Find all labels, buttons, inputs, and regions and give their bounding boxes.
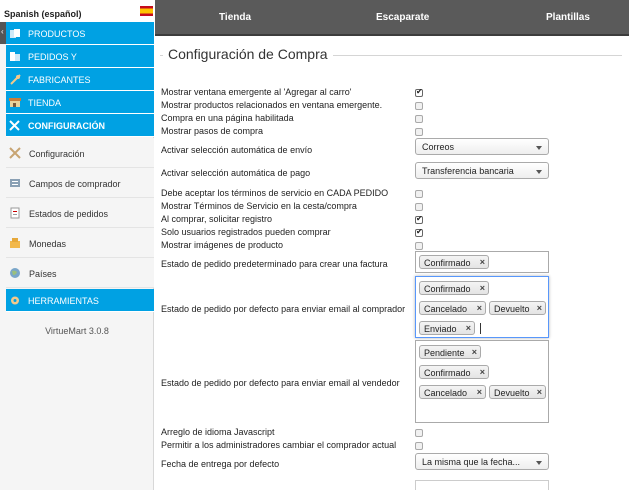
products-icon: [9, 28, 21, 39]
option-label: Solo usuarios registrados pueden comprar: [161, 227, 331, 237]
option-label: Mostrar imágenes de producto: [161, 240, 284, 250]
status-chip-label: Devuelto: [494, 304, 530, 314]
sidebar-subitem-campos-comprador[interactable]: [6, 168, 154, 198]
wrench-icon: [9, 74, 21, 85]
sidebar-item-fabricantes[interactable]: [6, 68, 154, 91]
payment-select[interactable]: [415, 162, 549, 179]
close-icon[interactable]: ×: [476, 387, 482, 397]
language-label: Spanish (español): [4, 9, 82, 19]
coins-icon: [9, 237, 21, 249]
gear-icon: [9, 295, 21, 306]
email-shopper-multiselect[interactable]: [415, 276, 549, 338]
sidebar-item-label: FABRICANTES: [28, 75, 91, 85]
option-label: Mostrar productos relacionados en ventana emergente.: [161, 100, 383, 110]
option-label: Estado de pedido por defecto para enviar email al vendedor: [161, 378, 400, 388]
sidebar-subitem-paises[interactable]: [6, 258, 154, 288]
sidebar-subitem-monedas[interactable]: [6, 228, 154, 258]
status-chip-label: Pendiente: [424, 348, 465, 358]
related-products-popup-checkbox[interactable]: [415, 102, 423, 110]
status-chip-label: Confirmado: [424, 284, 471, 294]
status-chip-label: Cancelado: [424, 304, 468, 314]
sidebar-item-configuracion[interactable]: [6, 114, 154, 137]
option-label: Estado de pedido predeterminado para crear una factura: [161, 259, 388, 269]
status-chip-label: Devuelto: [494, 388, 530, 398]
spain-flag-icon: [140, 6, 153, 16]
sidebar-subitem-label: Configuración: [29, 149, 85, 159]
option-label: Compra en una página habilitada: [161, 113, 294, 123]
tools-icon: [9, 120, 21, 131]
delivery-date-select-value: La misma que la fecha...: [422, 457, 521, 467]
sidebar-item-pedidos[interactable]: [6, 45, 154, 68]
option-label: Activar selección automática de envío: [161, 145, 313, 155]
orders-icon: [9, 51, 21, 62]
popup-add-to-cart-checkbox[interactable]: [415, 89, 423, 97]
tab-tienda[interactable]: Tienda: [219, 12, 252, 23]
sidebar-item-label: HERRAMIENTAS: [28, 296, 99, 306]
option-label: Arreglo de idioma Javascript: [161, 427, 275, 437]
sidebar-subitem-label: Estados de pedidos: [29, 209, 109, 219]
version-label: VirtueMart 3.0.8: [45, 326, 109, 336]
status-chip: [419, 385, 486, 399]
sidebar-item-label: PEDIDOS Y: [28, 52, 77, 62]
sidebar-item-label: CONFIGURACIÓN: [28, 121, 105, 131]
one-page-checkout-checkbox[interactable]: [415, 115, 423, 123]
close-icon[interactable]: ×: [476, 303, 482, 313]
option-label: Mostrar pasos de compra: [161, 126, 264, 136]
sidebar-item-label: PRODUCTOS: [28, 29, 86, 39]
status-chip-label: Enviado: [424, 324, 457, 334]
option-label: Mostrar Términos de Servicio en la cesta/compra: [161, 201, 357, 211]
sidebar-item-label: TIENDA: [28, 98, 62, 108]
registered-only-checkbox[interactable]: [415, 229, 423, 237]
status-chip-label: Cancelado: [424, 388, 468, 398]
js-language-fix-checkbox[interactable]: [415, 429, 423, 437]
option-label: Al comprar, solicitar registro: [161, 214, 273, 224]
fields-icon: [9, 177, 21, 189]
show-tos-checkbox[interactable]: [415, 203, 423, 211]
option-label: Permitir a los administradores cambiar el comprador actual: [161, 440, 397, 450]
globe-icon: [9, 267, 21, 279]
close-icon[interactable]: ×: [465, 323, 471, 333]
admin-change-shopper-checkbox[interactable]: [415, 442, 423, 450]
status-chip: [489, 301, 546, 315]
tab-plantillas[interactable]: Plantillas: [546, 12, 590, 23]
status-chip-label: Confirmado: [424, 258, 471, 268]
close-icon[interactable]: ×: [536, 303, 542, 313]
text-cursor: [480, 323, 481, 334]
option-label: Estado de pedido por defecto para enviar email al comprador: [161, 304, 406, 314]
sidebar-item-tienda[interactable]: [6, 91, 154, 114]
sidebar-subitem-configuracion[interactable]: [6, 138, 154, 168]
sidebar-subitem-label: Países: [29, 269, 57, 279]
partial-field[interactable]: [415, 480, 549, 490]
payment-select-value: Transferencia bancaria: [422, 166, 514, 176]
status-chip-label: Confirmado: [424, 368, 471, 378]
top-navigation: [155, 0, 629, 36]
close-icon[interactable]: ×: [536, 387, 542, 397]
agree-tos-checkbox[interactable]: [415, 190, 423, 198]
checkout-steps-checkbox[interactable]: [415, 128, 423, 136]
require-registration-checkbox[interactable]: [415, 216, 423, 224]
sidebar-subitem-label: Monedas: [29, 239, 67, 249]
chevron-down-icon: [536, 170, 542, 174]
invoice-status-multiselect[interactable]: [415, 251, 549, 273]
option-label: Mostrar ventana emergente al 'Agregar al carro': [161, 87, 352, 97]
option-label: Debe aceptar los términos de servicio en CADA PEDIDO: [161, 188, 389, 198]
close-icon[interactable]: ×: [471, 347, 477, 357]
email-vendor-multiselect[interactable]: [415, 340, 549, 423]
sidebar-subitem-estados-pedidos[interactable]: [6, 198, 154, 228]
chevron-down-icon: [536, 146, 542, 150]
sidebar-item-herramientas[interactable]: [6, 289, 154, 312]
status-chip: [419, 365, 489, 379]
close-icon[interactable]: ×: [479, 283, 485, 293]
store-icon: [9, 97, 21, 108]
order-status-icon: [9, 207, 21, 219]
sidebar: [0, 0, 154, 490]
chevron-down-icon: [536, 461, 542, 465]
language-selector[interactable]: [0, 0, 154, 22]
shipment-select-value: Correos: [422, 142, 455, 152]
sidebar-subitem-label: Campos de comprador: [29, 179, 121, 189]
tab-escaparate[interactable]: Escaparate: [376, 12, 430, 23]
option-label: Fecha de entrega por defecto: [161, 459, 280, 469]
status-chip: [419, 321, 475, 335]
status-chip: [489, 385, 546, 399]
main-content: [155, 38, 629, 490]
close-icon[interactable]: ×: [479, 257, 485, 267]
delivery-date-select[interactable]: [415, 453, 549, 470]
status-chip: [419, 255, 489, 269]
status-chip: [419, 281, 489, 295]
sidebar-item-productos[interactable]: [6, 22, 154, 45]
status-chip: [419, 301, 486, 315]
page-title: Configuración de Compra: [163, 46, 333, 62]
shipment-select[interactable]: [415, 138, 549, 155]
status-chip: [419, 345, 481, 359]
configuration-icon: [9, 147, 21, 159]
show-product-images-checkbox[interactable]: [415, 242, 423, 250]
collapse-arrow-icon[interactable]: ‹: [0, 22, 9, 44]
close-icon[interactable]: ×: [479, 367, 485, 377]
option-label: Activar selección automática de pago: [161, 168, 311, 178]
